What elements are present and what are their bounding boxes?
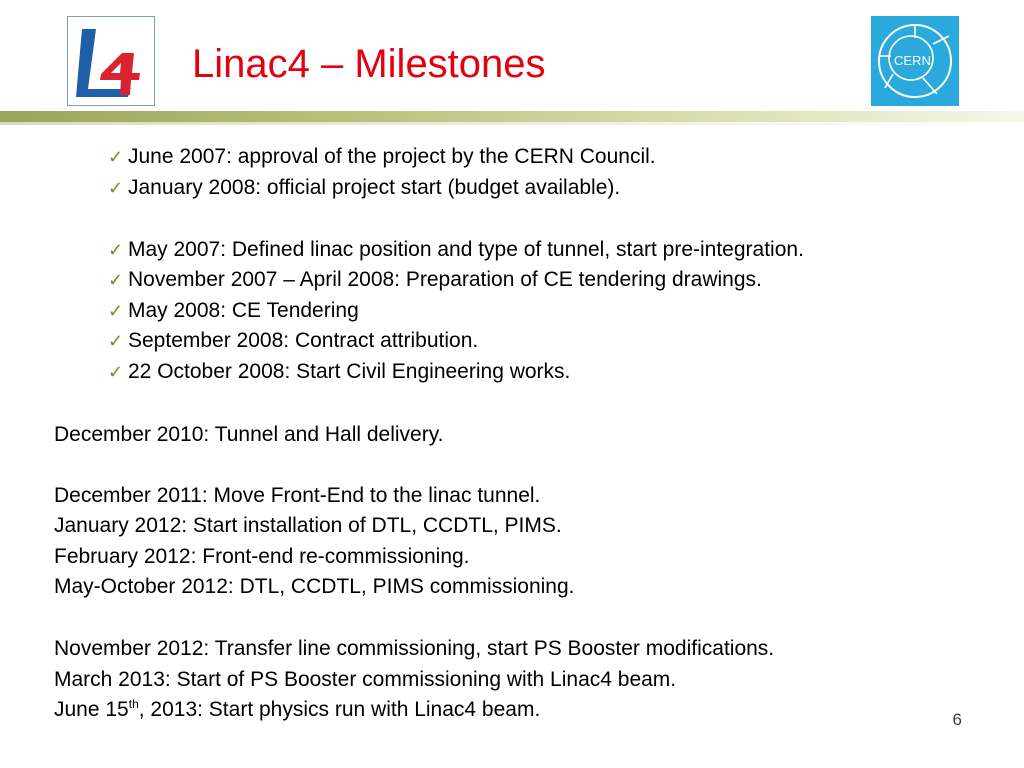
milestone-text: December 2010: Tunnel and Hall delivery. <box>54 423 444 446</box>
milestone-text: May-October 2012: DTL, CCDTL, PIMS commissioning. <box>54 575 575 598</box>
milestone-text: March 2013: Start of PS Booster commissioning with Linac4 beam. <box>54 668 677 691</box>
checkmark-icon: ✓ <box>108 178 124 198</box>
slide-title: Linac4 – Milestones <box>192 42 546 86</box>
milestone-item: ✓ 22 October 2008: Start Civil Engineering works. <box>108 360 571 383</box>
milestone-item: ✓ September 2008: Contract attribution. <box>108 329 479 352</box>
milestone-item: ✓ May 2008: CE Tendering <box>108 299 359 322</box>
checkmark-icon: ✓ <box>108 270 124 290</box>
checkmark-icon: ✓ <box>108 362 124 382</box>
milestone-text: December 2011: Move Front-End to the linac tunnel. <box>54 484 541 507</box>
checkmark-icon: ✓ <box>108 240 124 260</box>
checkmark-icon: ✓ <box>108 147 124 167</box>
milestone-item: ✓ November 2007 – April 2008: Preparation of CE tendering drawings. <box>108 268 762 291</box>
milestone-item: ✓ June 2007: approval of the project by the CERN Council. <box>108 145 656 168</box>
page-number: 6 <box>952 710 962 729</box>
milestone-text: November 2012: Transfer line commissioning, start PS Booster modifications. <box>54 637 775 660</box>
cern-logo-text: CERN <box>894 53 931 68</box>
milestone-text: February 2012: Front-end re-commissioning. <box>54 545 470 568</box>
checkmark-icon: ✓ <box>108 331 124 351</box>
milestone-text-final: June 15th, 2013: Start physics run with Linac4 beam. <box>54 697 541 721</box>
milestone-item: ✓ May 2007: Defined linac position and type of tunnel, start pre-integration. <box>108 238 804 261</box>
milestone-text: January 2012: Start installation of DTL, CCDTL, PIMS. <box>54 514 562 537</box>
checkmark-icon: ✓ <box>108 301 124 321</box>
milestone-item: ✓ January 2008: official project start (budget available). <box>108 176 621 199</box>
